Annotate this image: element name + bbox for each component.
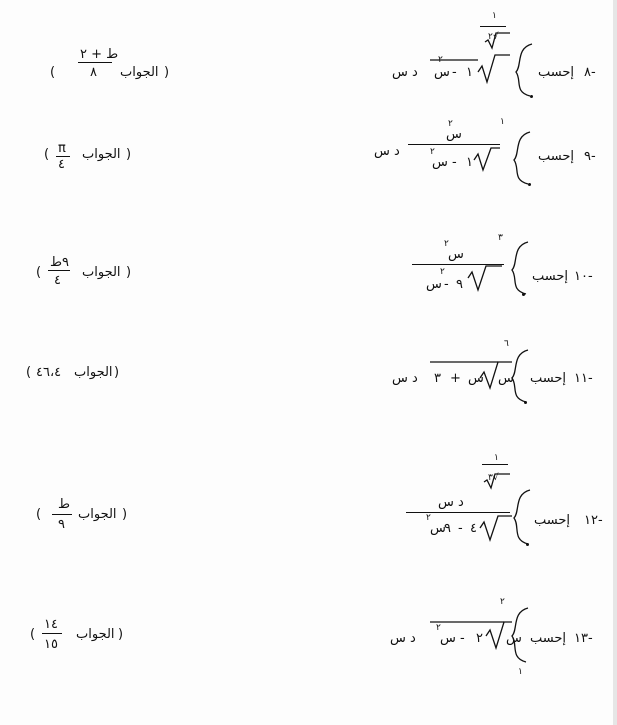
integral-sign bbox=[512, 242, 528, 294]
answer-numerator: ١٤ bbox=[44, 617, 58, 632]
exponent: ٢ bbox=[444, 239, 449, 249]
compute-label: إحسب bbox=[530, 631, 567, 646]
outside-factor: س bbox=[506, 631, 522, 646]
plus-sign: + bbox=[450, 371, 461, 386]
minus-sign: - bbox=[444, 277, 449, 292]
answer-label: الجواب bbox=[82, 265, 121, 280]
numerator: س bbox=[448, 247, 464, 262]
numerator: د س bbox=[438, 495, 464, 510]
root-variable: س bbox=[434, 65, 450, 80]
root-term: ٢ bbox=[476, 631, 483, 646]
radical-sign bbox=[478, 55, 510, 82]
minus-sign: - bbox=[452, 65, 457, 80]
upper-limit: ٣ bbox=[498, 233, 503, 243]
root-variable: س bbox=[468, 371, 484, 386]
minus-sign: - bbox=[458, 521, 463, 536]
answer-numerator: ط bbox=[58, 497, 71, 512]
exponent: ٢ bbox=[448, 119, 453, 129]
integral-sign bbox=[514, 132, 530, 184]
exponent: ٢ bbox=[426, 513, 431, 523]
root-term: ١ bbox=[466, 65, 473, 80]
root-variable: س bbox=[440, 631, 456, 646]
fraction-bar bbox=[482, 464, 508, 465]
upper-limit: ١ bbox=[492, 11, 497, 21]
root-variable: س bbox=[432, 155, 448, 170]
radical-sign bbox=[474, 148, 500, 170]
root-term: ١ bbox=[466, 155, 473, 170]
worksheet-page: -٨ إحسب ١ ٢√ ١ - س ٢ د س ( الجواب ط + ٢ ٨ ) -٩ إحسب ١ س ٢ ١ - س ٢ د س ( الجواب π ٤ ) -١٠ إحسب ٣ س ٢ ٩ - س ٢ ( الجواب ٩ط ٤ ) -١١ إحسب ٦ س س + ٣ د س ( الجواب ٤٦،٤ ) -١٢ إحسب ١ ٣√ د س ٤ - ٩ س ٢ ( الجواب ط ٩ ) -١٣ إحسب ٢ ١ س ٢ - س ٢ د س ( الجواب ١٤ ١٥ ) bbox=[0, 0, 617, 725]
lower-limit: ١ bbox=[518, 667, 523, 677]
exponent: ٢ bbox=[436, 623, 441, 633]
differential: د س bbox=[392, 371, 418, 386]
minus-sign: - bbox=[452, 155, 457, 170]
differential: د س bbox=[390, 631, 416, 646]
root-constant: ٣ bbox=[434, 371, 441, 386]
compute-label: إحسب bbox=[534, 513, 571, 528]
problem-number: -١٣ bbox=[574, 631, 593, 646]
differential: د س bbox=[392, 65, 418, 80]
compute-label: إحسب bbox=[530, 371, 567, 386]
problem-number: -٨ bbox=[584, 65, 596, 80]
lower-limit bbox=[528, 183, 531, 186]
root-variable: س bbox=[430, 521, 446, 536]
numerator: س bbox=[446, 127, 462, 142]
integral-sign bbox=[514, 490, 530, 544]
compute-label: إحسب bbox=[538, 65, 575, 80]
answer-label: الجواب bbox=[120, 65, 159, 80]
integral-sign bbox=[516, 44, 532, 96]
upper-limit: ٢ bbox=[500, 597, 505, 607]
answer-denominator: ١٥ bbox=[44, 637, 58, 652]
outside-factor: س bbox=[498, 371, 514, 386]
upper-limit: ١ bbox=[494, 453, 499, 463]
root-term: ٤ bbox=[470, 521, 477, 536]
answer-label: الجواب bbox=[76, 627, 115, 642]
root-term: ٩ bbox=[456, 277, 463, 292]
answer-label: الجواب bbox=[78, 507, 117, 522]
lower-limit bbox=[522, 293, 525, 296]
fraction-bar bbox=[52, 514, 72, 515]
minus-sign: - bbox=[460, 631, 465, 646]
answer-numerator: π bbox=[58, 141, 66, 156]
fraction-bar bbox=[78, 62, 112, 63]
answer-numerator: ط + ٢ bbox=[80, 47, 119, 62]
answer-denominator: ٤ bbox=[54, 273, 61, 288]
fraction-bar bbox=[48, 270, 70, 271]
lower-limit bbox=[526, 543, 529, 546]
upper-limit: ١ bbox=[500, 117, 505, 127]
fraction-bar bbox=[480, 26, 506, 27]
fraction-bar bbox=[42, 633, 62, 634]
answer-value: ٤٦،٤ bbox=[36, 365, 62, 380]
exponent: ٢ bbox=[440, 267, 445, 277]
answer-denominator: ٤ bbox=[58, 157, 65, 172]
problem-number: -١٠ bbox=[574, 269, 593, 284]
root-coefficient: ٩ bbox=[444, 521, 451, 536]
upper-limit: ٦ bbox=[504, 339, 509, 349]
fraction-bar bbox=[412, 264, 504, 265]
radical-sign bbox=[480, 516, 512, 540]
lower-limit bbox=[530, 95, 533, 98]
answer-label: الجواب bbox=[82, 147, 121, 162]
integral-sign bbox=[512, 350, 528, 402]
differential: د س bbox=[374, 144, 400, 159]
fraction-bar bbox=[406, 512, 510, 513]
answer-label: الجواب bbox=[74, 365, 113, 380]
problem-number: -١٢ bbox=[584, 513, 603, 528]
fraction-bar bbox=[408, 144, 500, 145]
root-variable: س bbox=[426, 277, 442, 292]
compute-label: إحسب bbox=[532, 269, 569, 284]
upper-limit-root: ٢√ bbox=[488, 32, 499, 42]
problem-number: -٩ bbox=[584, 149, 596, 164]
answer-denominator: ٩ bbox=[58, 517, 65, 532]
answer-numerator: ٩ط bbox=[50, 255, 70, 270]
exponent: ٢ bbox=[430, 147, 435, 157]
answer-denominator: ٨ bbox=[90, 65, 97, 80]
exponent: ٢ bbox=[438, 55, 443, 65]
upper-limit-root: ٣√ bbox=[488, 473, 499, 483]
lower-limit bbox=[524, 401, 527, 404]
problem-number: -١١ bbox=[574, 371, 593, 386]
radical-sign bbox=[468, 266, 502, 290]
compute-label: إحسب bbox=[538, 149, 575, 164]
